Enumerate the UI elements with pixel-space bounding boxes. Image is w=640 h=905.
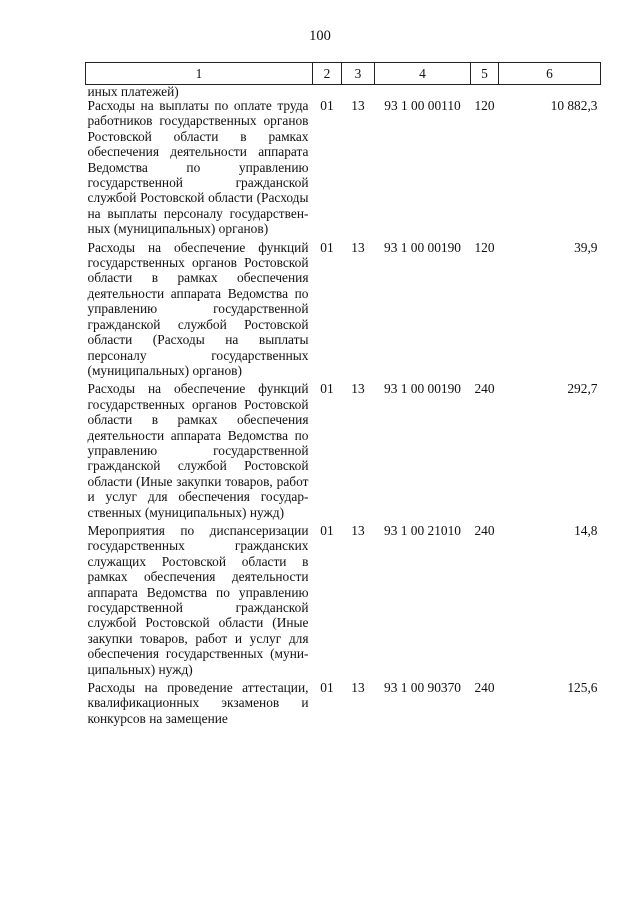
header-col-4: 4 bbox=[375, 63, 471, 85]
row-expense-type: 240 bbox=[474, 381, 495, 397]
row-subsection: 13 bbox=[351, 381, 365, 397]
row-amount: 14,8 bbox=[574, 522, 598, 538]
row-description: Расходы на обеспечение функций государственных органов Ростовской области в рамках обеспечения деятельности аппарата Ведомства по управлению государственной гражданской службой Ростовской области (Иные закупки товаров, работ и услуг для обеспечения государственных (муниципальных) нужд) bbox=[87, 381, 309, 520]
row-description: Расходы на обеспечение функций государственных органов Ростовской области в рамках обеспечения деятельности аппарата Ведомства по управлению государственной гражданской службой Ростовской области (Расходы на выплаты персоналу государственных (муниципальных) органов) bbox=[87, 239, 309, 378]
row-target-article: 93 1 00 21010 bbox=[384, 522, 461, 538]
row-target-article: 93 1 00 00190 bbox=[384, 239, 461, 255]
continuation-text: иных платежей) bbox=[87, 84, 179, 99]
row-section: 01 bbox=[320, 381, 334, 397]
row-expense-type: 120 bbox=[474, 98, 495, 113]
row-section: 01 bbox=[320, 98, 334, 113]
continuation-row bbox=[86, 85, 601, 99]
row-expense-type: 120 bbox=[474, 239, 495, 255]
row-amount: 39,9 bbox=[574, 239, 598, 255]
row-amount: 10 882,3 bbox=[550, 98, 598, 113]
header-col-1: 1 bbox=[86, 63, 313, 85]
row-expense-type: 240 bbox=[474, 522, 495, 538]
row-section: 01 bbox=[320, 239, 334, 255]
table-row bbox=[86, 523, 601, 680]
table-row bbox=[86, 381, 601, 523]
row-section: 01 bbox=[320, 522, 334, 538]
table-row bbox=[86, 98, 601, 240]
row-description: Расходы на выплаты по оплате труда работников государственных органов Ростовской области в рамках обеспечения деятельности аппарата Ведомства по управлению государственной гражданской службой Ростовской области (Расходы на выплаты персоналу государственных (муниципальных) органов) bbox=[87, 98, 309, 237]
row-subsection: 13 bbox=[351, 98, 365, 113]
row-subsection: 13 bbox=[351, 239, 365, 255]
table-row bbox=[86, 680, 601, 729]
row-subsection: 13 bbox=[351, 522, 365, 538]
row-target-article: 93 1 00 00110 bbox=[384, 98, 461, 113]
row-description: Расходы на проведение аттестации, квалификационных экзаменов и конкурсов на замещение bbox=[87, 680, 309, 726]
header-col-5: 5 bbox=[471, 63, 499, 85]
header-col-6: 6 bbox=[499, 63, 601, 85]
header-col-3: 3 bbox=[342, 63, 375, 85]
row-section: 01 bbox=[320, 680, 334, 696]
header-col-2: 2 bbox=[313, 63, 342, 85]
budget-table bbox=[85, 62, 601, 729]
row-subsection: 13 bbox=[351, 680, 365, 696]
row-expense-type: 240 bbox=[474, 680, 495, 696]
table-row bbox=[86, 240, 601, 382]
row-description: Мероприятия по диспансеризации государственных гражданских служащих Ростовской области в рамках обеспечения деятельности аппарата Ведомства по управлению государственной гражданской службой Ростовской области (Иные закупки товаров, работ и услуг для обеспечения государственных (муниципальных) нужд) bbox=[87, 522, 309, 677]
table-body bbox=[86, 85, 601, 730]
page-number: 100 bbox=[309, 28, 331, 44]
table-header bbox=[86, 63, 601, 85]
row-amount: 125,6 bbox=[567, 680, 598, 696]
row-target-article: 93 1 00 00190 bbox=[384, 381, 461, 397]
row-target-article: 93 1 00 90370 bbox=[384, 680, 461, 696]
row-amount: 292,7 bbox=[567, 381, 598, 397]
